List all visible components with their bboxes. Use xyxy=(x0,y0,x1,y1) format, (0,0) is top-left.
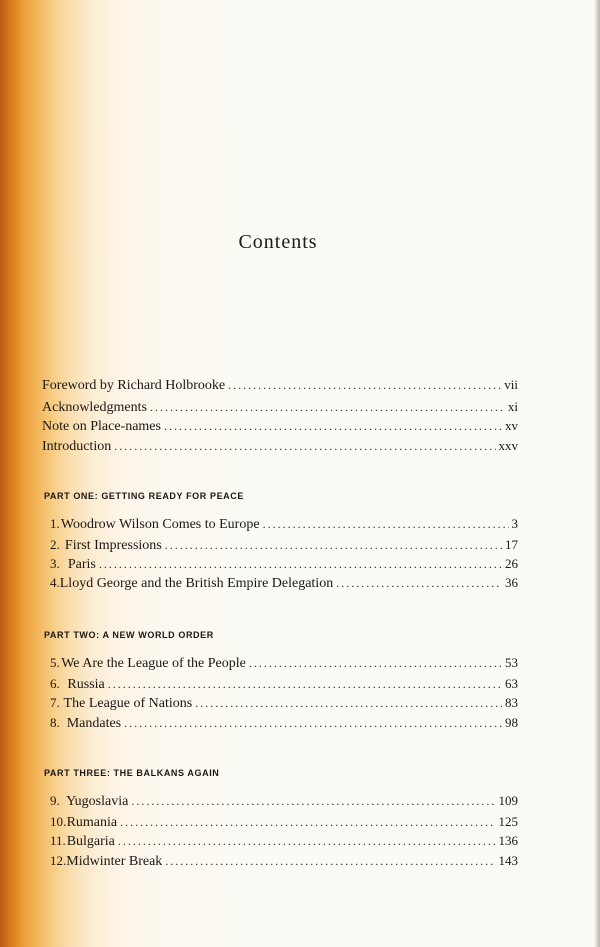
chapter-number: 12. xyxy=(50,853,67,868)
toc-entry-label: Midwinter Break xyxy=(66,854,163,869)
toc-entry-label: Woodrow Wilson Comes to Europe xyxy=(60,517,260,532)
chapter-number: 5. xyxy=(50,655,60,670)
toc-entry-page: 125 xyxy=(498,814,518,829)
toc-entry-label: First Impressions xyxy=(64,538,162,553)
toc-entry-place-names xyxy=(42,416,518,436)
toc-entry-page: xv xyxy=(505,418,518,433)
toc-entry-page: xxv xyxy=(498,438,518,453)
toc-entry-label: Introduction xyxy=(42,439,112,454)
dot-leader xyxy=(195,693,502,713)
chapter-number: 9. xyxy=(50,793,60,808)
toc-entry-label: Mandates xyxy=(66,716,122,731)
toc-entry-page: 98 xyxy=(505,715,518,730)
toc-entry-label: Paris xyxy=(67,557,96,572)
dot-leader xyxy=(118,831,496,851)
toc-entry-page: 26 xyxy=(505,556,518,571)
chapter-number: 6. xyxy=(50,676,60,691)
toc-entry-page: 53 xyxy=(505,655,518,670)
dot-leader xyxy=(263,514,509,534)
toc-entry-chapter-3 xyxy=(42,554,518,574)
toc-entry-label: Bulgaria xyxy=(66,834,115,849)
toc-entry-chapter-1 xyxy=(42,514,518,534)
dot-leader xyxy=(228,375,501,395)
toc-entry-label: Russia xyxy=(67,677,105,692)
dot-leader xyxy=(150,397,505,417)
chapter-number: 7. xyxy=(50,695,60,710)
toc-entry-acknowledgments xyxy=(42,397,518,417)
toc-entry-label: Foreword by Richard Holbrooke xyxy=(42,378,226,393)
toc-entry-label: Lloyd George and the British Empire Delegation xyxy=(59,576,334,591)
chapter-number: 11. xyxy=(50,833,66,848)
toc-entry-page: 83 xyxy=(505,695,518,710)
toc-entry-chapter-12 xyxy=(42,851,518,871)
dot-leader xyxy=(165,535,502,555)
toc-entry-page: 3 xyxy=(511,516,518,531)
chapter-number: 10. xyxy=(50,814,67,829)
toc-entry-page: xi xyxy=(507,399,518,414)
dot-leader xyxy=(114,436,495,456)
dot-leader xyxy=(120,812,495,832)
toc-entry-label: Acknowledgments xyxy=(42,400,147,415)
dot-leader xyxy=(131,791,495,811)
toc-entry-introduction xyxy=(42,436,518,456)
toc-entry-chapter-4 xyxy=(42,573,518,593)
toc-entry-page: 136 xyxy=(498,833,518,848)
toc-entry-chapter-6 xyxy=(42,674,518,694)
toc-entry-chapter-2 xyxy=(42,535,518,555)
toc-entry-label: The League of Nations xyxy=(63,696,193,711)
toc-entry-chapter-8 xyxy=(42,713,518,733)
chapter-number: 1. xyxy=(50,516,60,531)
toc-entry-label: Yugoslavia xyxy=(66,794,129,809)
toc-entry-label: Note on Place-names xyxy=(42,419,161,434)
toc-entry-page: 109 xyxy=(498,793,518,808)
toc-entry-chapter-7 xyxy=(42,693,518,713)
dot-leader xyxy=(336,573,502,593)
toc-entry-chapter-11 xyxy=(42,831,518,851)
part-heading-one: PART ONE: GETTING READY FOR PEACE xyxy=(44,491,244,501)
toc-entry-label: We Are the League of the People xyxy=(61,656,246,671)
dot-leader xyxy=(124,713,502,733)
chapter-number: 4. xyxy=(50,575,60,590)
dot-leader xyxy=(99,554,502,574)
part-heading-two: PART TWO: A NEW WORLD ORDER xyxy=(44,630,214,640)
toc-entry-page: 63 xyxy=(505,676,518,691)
chapter-number: 8. xyxy=(50,715,60,730)
toc-entry-label: Rumania xyxy=(66,815,118,830)
toc-entry-chapter-10 xyxy=(42,812,518,832)
page-title: Contents xyxy=(238,231,318,253)
toc-entry-page: 143 xyxy=(498,853,518,868)
toc-entry-page: vii xyxy=(504,377,518,392)
toc-entry-page: 36 xyxy=(505,575,518,590)
chapter-number: 2. xyxy=(50,537,60,552)
toc-entry-page: 17 xyxy=(505,537,518,552)
dot-leader xyxy=(249,653,502,673)
toc-entry-chapter-5 xyxy=(42,653,518,673)
part-heading-three: PART THREE: THE BALKANS AGAIN xyxy=(44,768,220,778)
dot-leader xyxy=(165,851,495,871)
toc-entry-chapter-9 xyxy=(42,791,518,811)
chapter-number: 3. xyxy=(50,556,60,571)
dot-leader xyxy=(164,416,502,436)
toc-entry-foreword xyxy=(42,375,518,395)
dot-leader xyxy=(108,674,502,694)
